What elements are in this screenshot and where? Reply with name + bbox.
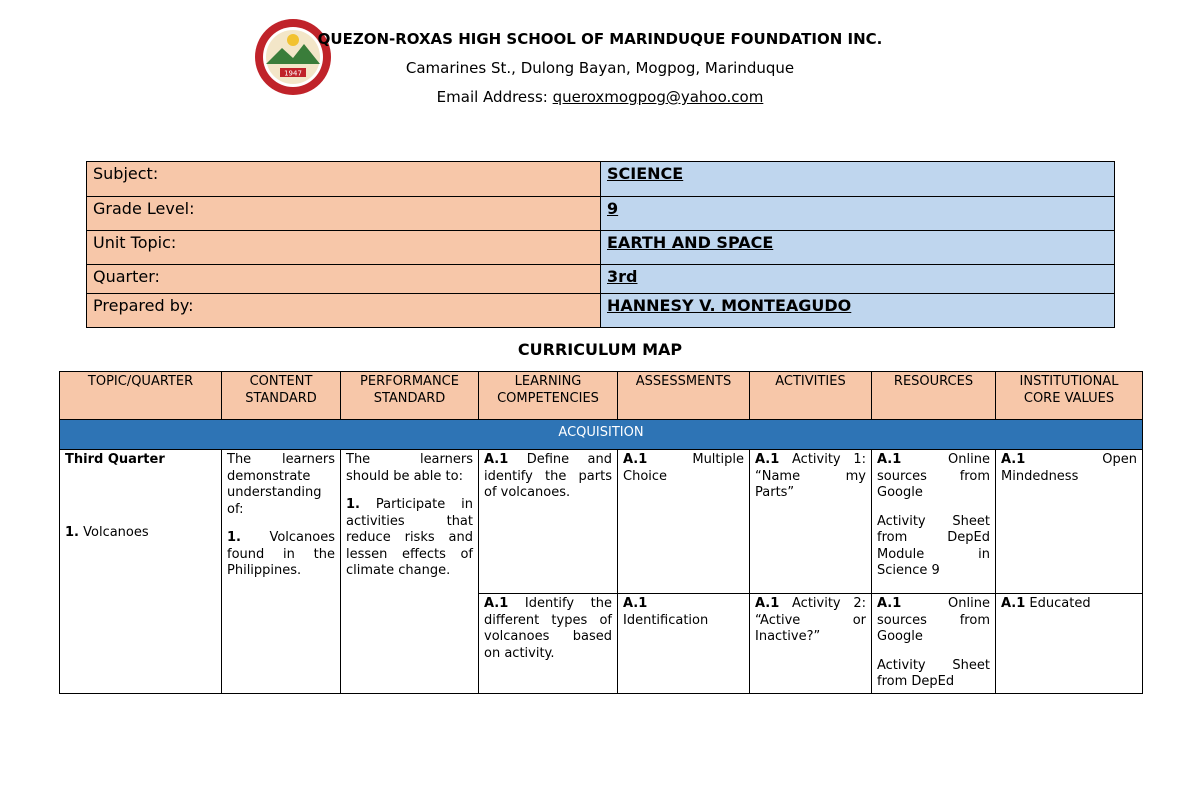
info-value: 9	[601, 197, 1115, 231]
col-header: ACTIVITIES	[750, 372, 872, 420]
col-header: LEARNING COMPETENCIES	[479, 372, 618, 420]
school-name: QUEZON-ROXAS HIGH SCHOOL OF MARINDUQUE FOUNDATION INC.	[317, 30, 883, 48]
school-address: Camarines St., Dulong Bayan, Mogpog, Marinduque	[405, 59, 795, 77]
col-header: ASSESSMENTS	[618, 372, 750, 420]
info-row-quarter	[87, 265, 1115, 294]
col-header: PERFORMANCE STANDARD	[341, 372, 479, 420]
assessment-cell: A.1 Identification	[618, 594, 750, 694]
school-email-line	[0, 88, 1200, 106]
core-value-cell: A.1 Open Mindedness	[996, 450, 1143, 594]
info-label: Prepared by:	[87, 294, 601, 328]
activity-cell: A.1 Activity 2: “Active or Inactive?”	[750, 594, 872, 694]
topic-item: 1. Volcanoes	[65, 524, 149, 540]
competency-cell: A.1 Identify the different types of volcanoes based on activity.	[479, 594, 618, 694]
info-value: HANNESY V. MONTEAGUDO	[601, 294, 1115, 328]
info-value: 3rd	[601, 265, 1115, 294]
quarter-label: Third Quarter	[65, 452, 165, 467]
info-row-grade	[87, 197, 1115, 231]
assessment-cell: A.1 Multiple Choice	[618, 450, 750, 594]
col-header: INSTITUTIONAL CORE VALUES	[996, 372, 1143, 420]
info-row-subject	[87, 162, 1115, 197]
activity-cell: A.1 Activity 1: “Name my Parts”	[750, 450, 872, 594]
email-link[interactable]: queroxmogpog@yahoo.com	[552, 88, 764, 106]
info-value: SCIENCE	[601, 162, 1115, 197]
section-row	[60, 420, 1143, 450]
info-label: Unit Topic:	[87, 231, 601, 265]
resources-cell: A.1 Online sources from Google Activity Sheet from DepEd	[872, 594, 996, 694]
col-header: TOPIC/QUARTER	[60, 372, 222, 420]
core-value-cell: A.1 Educated	[996, 594, 1143, 694]
competency-cell: A.1 Define and identify the parts of volcanoes.	[479, 450, 618, 594]
col-header: RESOURCES	[872, 372, 996, 420]
table-row	[60, 450, 1143, 594]
info-value: EARTH AND SPACE	[601, 231, 1115, 265]
info-row-unit	[87, 231, 1115, 265]
curriculum-map-table	[59, 371, 1143, 694]
section-label: ACQUISITION	[60, 420, 1143, 450]
performance-standard-cell: The learners should be able to: 1. Participate in activities that reduce risks and lessen effects of climate change.	[341, 450, 479, 694]
info-row-prepared	[87, 294, 1115, 328]
info-label: Subject:	[87, 162, 601, 197]
svg-text:1947: 1947	[284, 69, 302, 78]
email-label: Email Address:	[436, 88, 553, 106]
col-header: CONTENT STANDARD	[222, 372, 341, 420]
map-title: CURRICULUM MAP	[517, 340, 683, 359]
header-row	[60, 372, 1143, 420]
resources-cell: A.1 Online sources from Google Activity Sheet from DepEd Module in Science 9	[872, 450, 996, 594]
info-label: Grade Level:	[87, 197, 601, 231]
info-table	[86, 161, 1115, 328]
content-standard-cell: The learners demonstrate understanding of: 1. Volcanoes found in the Philippines.	[222, 450, 341, 694]
topic-cell	[60, 450, 222, 694]
info-label: Quarter:	[87, 265, 601, 294]
